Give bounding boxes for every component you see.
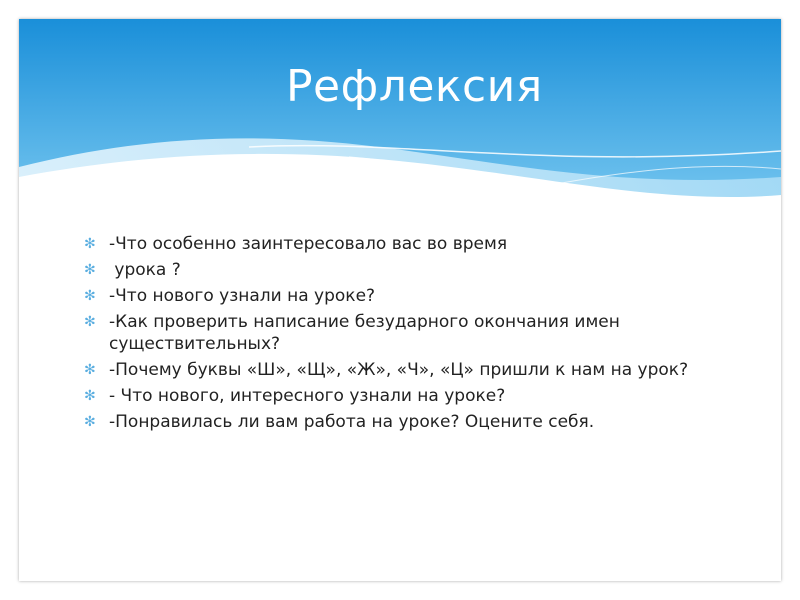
bullet-item [84,411,724,433]
asterisk-bullet-icon: ✻ [84,388,96,404]
bullet-item [84,311,724,355]
slide-frame [19,19,781,581]
bullet-item [84,385,724,407]
bullet-text: -Что нового узнали на уроке? [109,286,376,306]
asterisk-bullet-icon: ✻ [84,414,96,430]
bullet-text: -Что особенно заинтересовало вас во время [109,234,508,254]
bullet-list [84,233,724,437]
bullet-text: -Понравилась ли вам работа на уроке? Оцените себя. [109,412,595,432]
bullet-text: урока ? [109,260,181,280]
header-wave-background [19,19,781,219]
asterisk-bullet-icon: ✻ [84,314,96,330]
bullet-item [84,359,724,381]
asterisk-bullet-icon: ✻ [84,288,96,304]
bullet-item [84,233,724,255]
bullet-item [84,259,724,281]
asterisk-bullet-icon: ✻ [84,236,96,252]
bullet-text: -Почему буквы «Ш», «Щ», «Ж», «Ч», «Ц» пришли к нам на урок? [109,360,689,380]
bullet-item [84,285,724,307]
asterisk-bullet-icon: ✻ [84,362,96,378]
slide-title: Рефлексия [286,61,543,112]
bullet-text: - Что нового, интересного узнали на уроке? [109,386,506,406]
asterisk-bullet-icon: ✻ [84,262,96,278]
bullet-text: -Как проверить написание безударного окончания имен существительных? [109,312,620,354]
